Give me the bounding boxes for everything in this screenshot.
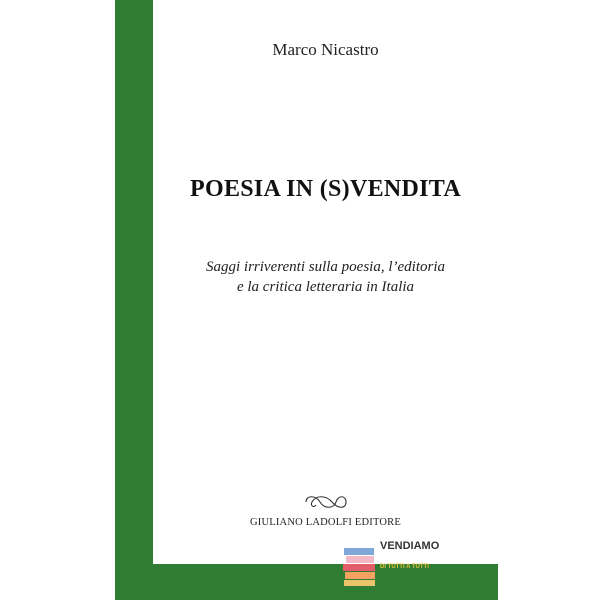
- author-name: Marco Nicastro: [272, 40, 379, 59]
- badge-line-1: VENDIAMO: [380, 540, 440, 552]
- cover-green-bottom-band: [153, 564, 498, 600]
- cover-green-spine: [115, 0, 153, 600]
- badge-line-3: DI TUTTI A TUTTI: [380, 564, 429, 570]
- books-stack-icon: [342, 546, 378, 586]
- subtitle-line-1: Saggi irriverenti sulla poesia, l’editoria: [205, 259, 445, 275]
- publisher-flourish-icon: [302, 491, 350, 513]
- book-title: POESIA IN (S)VENDITA: [190, 176, 461, 202]
- badge-text: [380, 541, 439, 571]
- badge-line-2: LIBRI: [380, 551, 409, 563]
- subtitle-line-2: e la critica letteraria in Italia: [236, 279, 415, 295]
- vendiamo-libri-badge: [342, 540, 442, 586]
- publisher-name: GIULIANO LADOLFI EDITORE: [249, 517, 401, 528]
- book-subtitle: [153, 257, 498, 297]
